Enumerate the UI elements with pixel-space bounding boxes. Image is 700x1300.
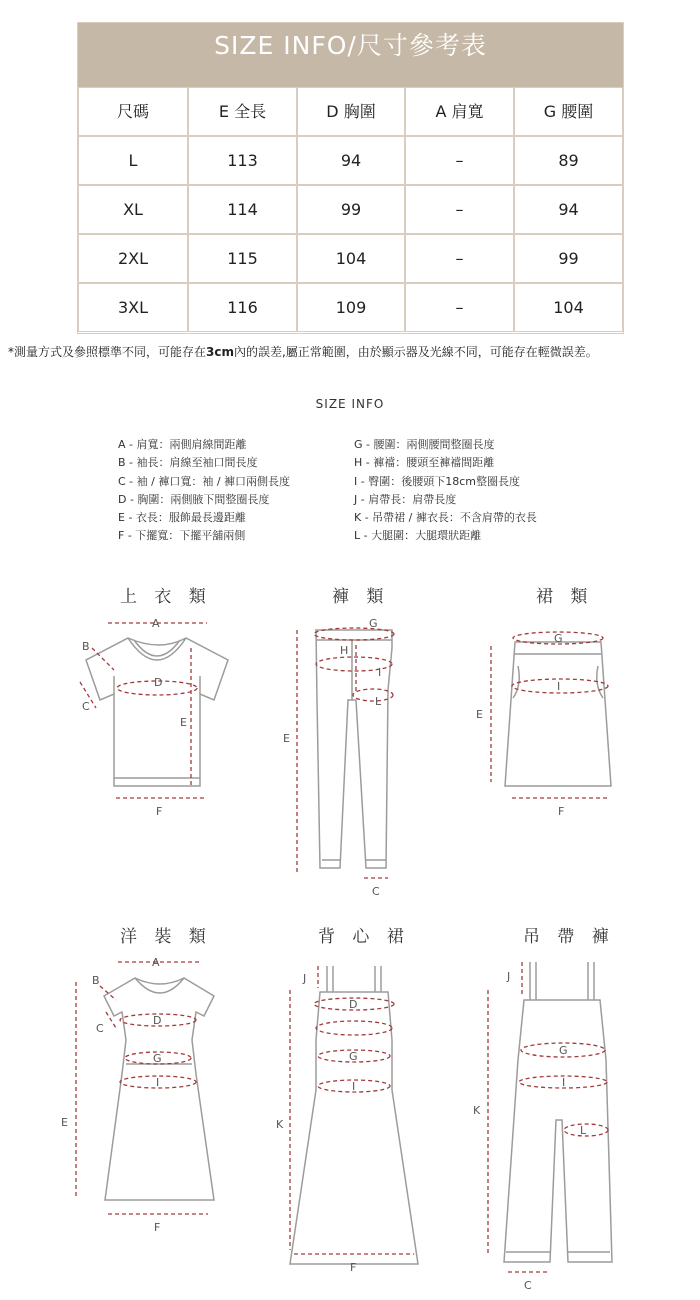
table-cell: 3XL <box>78 283 188 332</box>
mark-k-overalls: K <box>473 1104 481 1117</box>
table-header-cell: 尺碼 <box>78 87 188 136</box>
mark-j-overalls: J <box>507 970 511 983</box>
table-cell: 115 <box>188 234 297 283</box>
note-suffix: 內的誤差,屬正常範圍，由於顯示器及光線不同，可能存在輕微誤差。 <box>233 345 598 359</box>
mark-c: C <box>82 700 90 713</box>
table-cell: – <box>405 136 514 185</box>
note-prefix: *測量方式及參照標準不同，可能存在 <box>8 345 207 359</box>
mark-d-vest: D <box>349 998 358 1011</box>
mark-a: A <box>152 617 160 630</box>
mark-h: H <box>340 644 349 657</box>
dress-diagram <box>61 956 214 1234</box>
table-cell: 116 <box>188 283 297 332</box>
size-info-title: SIZE INFO <box>315 397 385 411</box>
legend-item-k: K - 吊帶裙 / 褲衣長：不含肩帶的衣長 <box>354 511 537 525</box>
table-header-cell: G 腰圍 <box>514 87 623 136</box>
legend-item-c: C - 袖 / 褲口寬：袖 / 褲口兩側長度 <box>118 474 291 488</box>
legend-item-h: H - 褲襠：腰頭至褲襠間距離 <box>354 456 495 470</box>
table-cell: 104 <box>297 234 405 283</box>
mark-e-pants: E <box>283 732 290 745</box>
mark-l-overalls: L <box>580 1124 587 1137</box>
mark-l: L <box>375 695 382 708</box>
table-header-cell: D 胸圍 <box>297 87 405 136</box>
mark-g-overalls: G <box>559 1044 568 1057</box>
mark-j-vest: J <box>303 972 307 985</box>
mark-f: F <box>156 805 163 818</box>
mark-c-dress: C <box>96 1022 104 1035</box>
mark-c-pants: C <box>372 885 380 898</box>
mark-i: I <box>378 666 382 679</box>
table-header-cell: A 肩寬 <box>405 87 514 136</box>
table-cell: 114 <box>188 185 297 234</box>
mark-g-skirt: G <box>554 632 563 645</box>
table-cell: 94 <box>514 185 623 234</box>
skirt-diagram <box>476 632 611 818</box>
legend-item-f: F - 下擺寬：下擺平舖兩側 <box>118 529 246 543</box>
legend-item-i: I - 臀圍：後腰頭下18cm整圈長度 <box>354 474 520 488</box>
legend-item-a: A - 肩寬：兩側肩線間距離 <box>118 438 247 451</box>
mark-k-vest: K <box>276 1118 284 1131</box>
mark-b-dress: B <box>92 974 100 987</box>
table-cell: XL <box>78 185 188 234</box>
vest-dress-diagram <box>276 966 418 1274</box>
category-tops: 上 衣 類 <box>120 587 212 607</box>
table-header-cell: E 全長 <box>188 87 297 136</box>
mark-c-overalls: C <box>524 1279 532 1292</box>
mark-e-skirt: E <box>476 708 483 721</box>
pants-diagram <box>283 617 394 898</box>
table-cell: – <box>405 283 514 332</box>
mark-g-vest: G <box>349 1050 358 1063</box>
mark-e-dress: E <box>61 1116 68 1129</box>
table-cell: 94 <box>297 136 405 185</box>
mark-a-dress: A <box>152 956 160 969</box>
table-cell: L <box>78 136 188 185</box>
table-cell: 104 <box>514 283 623 332</box>
table-cell: 89 <box>514 136 623 185</box>
mark-f-vest: F <box>350 1261 357 1274</box>
tshirt-diagram <box>80 617 228 818</box>
mark-d: D <box>154 676 163 689</box>
category-vest-dress: 背 心 裙 <box>318 927 410 947</box>
table-cell: – <box>405 185 514 234</box>
legend-item-g: G - 腰圍：兩側腰間整圈長度 <box>354 438 495 451</box>
mark-e: E <box>180 716 187 729</box>
size-table-title: SIZE INFO/尺寸參考表 <box>78 23 623 87</box>
category-skirts: 裙 類 <box>536 587 594 607</box>
table-cell: 99 <box>297 185 405 234</box>
category-dresses: 洋 裝 類 <box>120 927 212 947</box>
mark-i-overalls: I <box>562 1076 566 1089</box>
mark-i-skirt: I <box>557 680 561 693</box>
table-cell: 99 <box>514 234 623 283</box>
mark-f-skirt: F <box>558 805 565 818</box>
mark-i-dress: I <box>156 1076 160 1089</box>
note-bold: 3cm <box>206 345 234 359</box>
legend-item-j: J - 肩帶長：肩帶長度 <box>354 492 457 506</box>
mark-i-vest: I <box>352 1080 356 1093</box>
table-cell: 109 <box>297 283 405 332</box>
legend-item-d: D - 胸圍：兩側腋下間整圈長度 <box>118 492 270 506</box>
mark-g: G <box>369 617 378 630</box>
overalls-diagram <box>473 962 612 1292</box>
table-cell: – <box>405 234 514 283</box>
mark-d-dress: D <box>153 1014 162 1027</box>
category-pants: 褲 類 <box>332 587 390 607</box>
mark-g-dress: G <box>153 1052 162 1065</box>
table-cell: 113 <box>188 136 297 185</box>
table-cell: 2XL <box>78 234 188 283</box>
mark-b: B <box>82 640 90 653</box>
legend-item-l: L - 大腿圍：大腿環狀距離 <box>354 529 482 543</box>
legend-item-e: E - 衣長：服飾最長邊距離 <box>118 511 246 525</box>
legend-item-b: B - 袖長：肩線至袖口間長度 <box>118 456 258 470</box>
mark-f-dress: F <box>154 1221 161 1234</box>
category-overalls: 吊 帶 褲 <box>523 927 615 947</box>
